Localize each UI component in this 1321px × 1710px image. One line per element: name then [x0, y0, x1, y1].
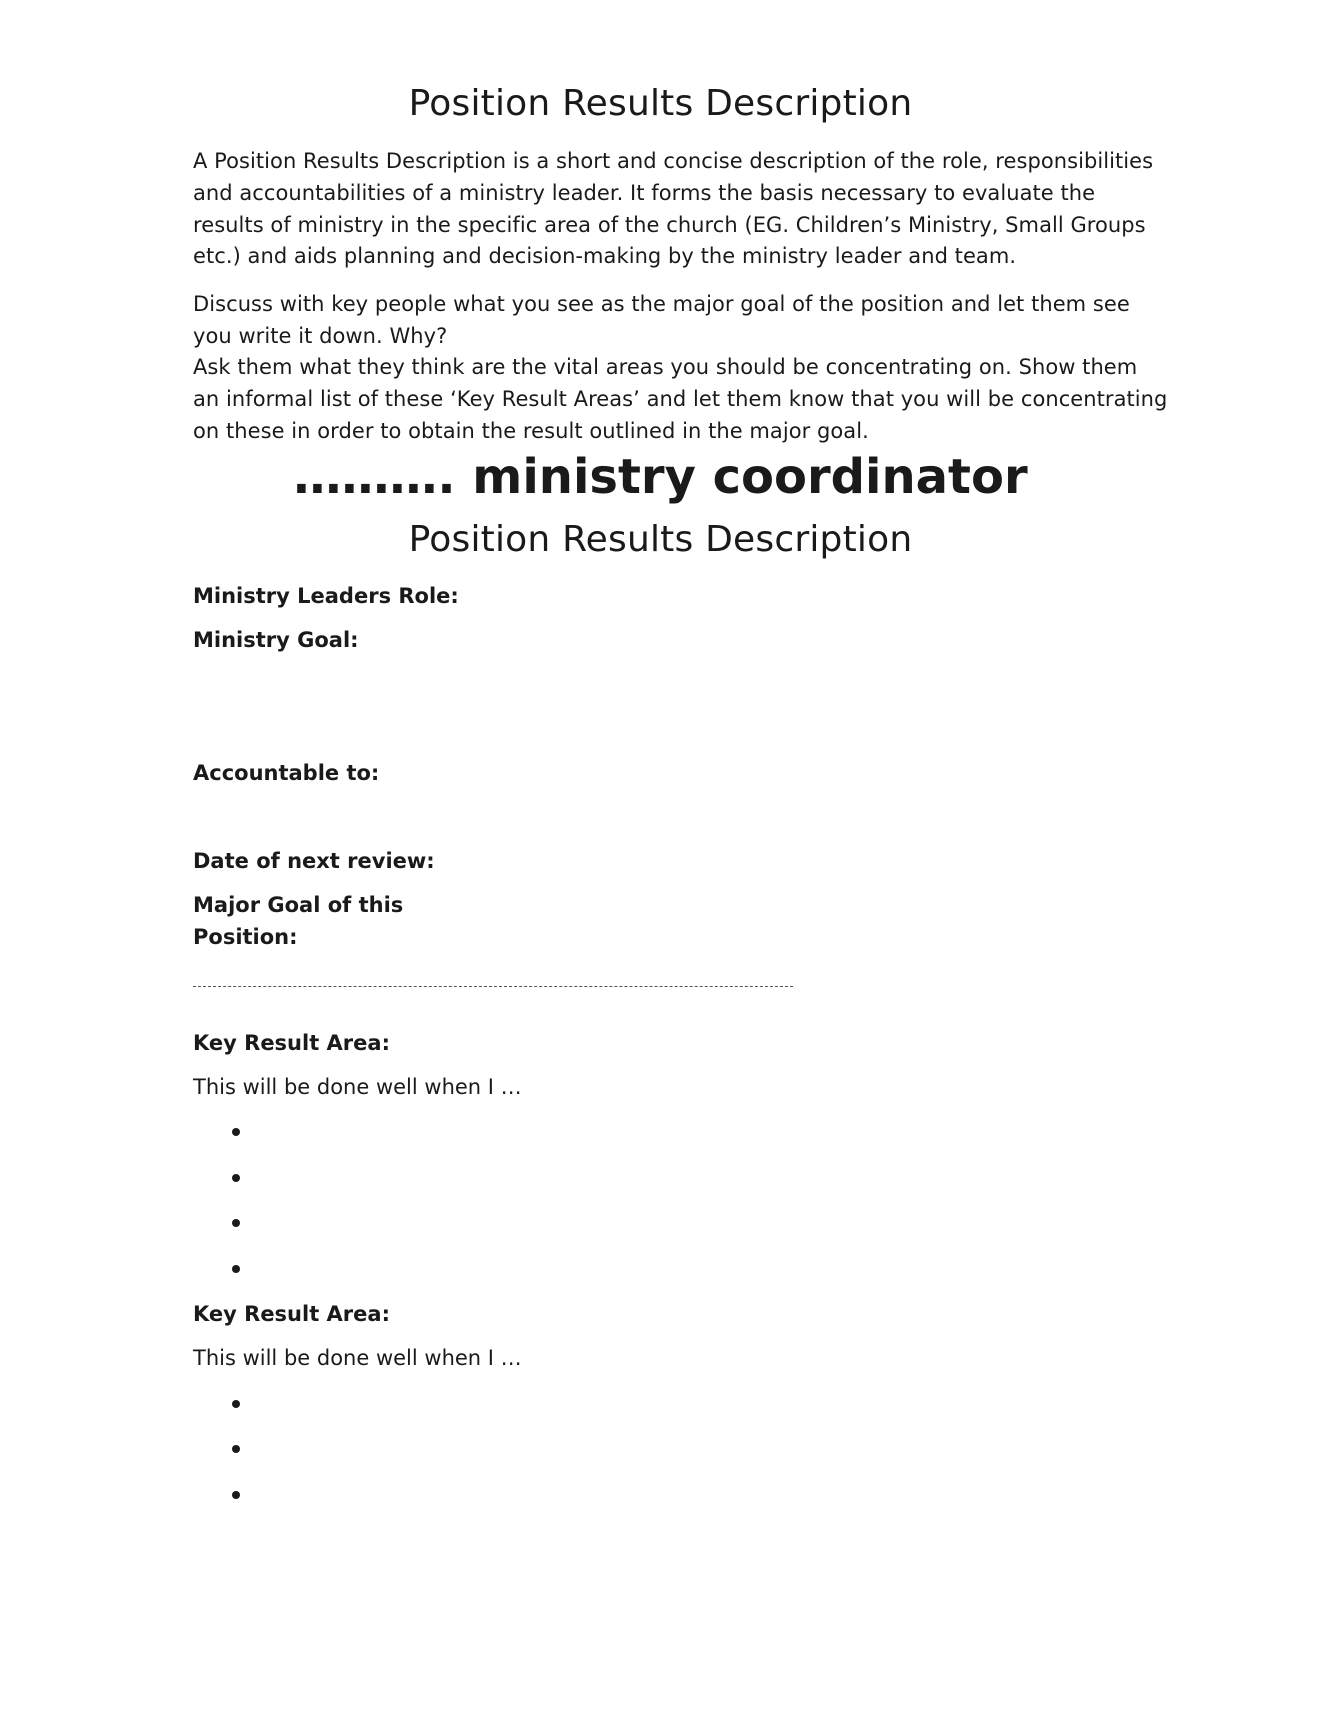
date-of-next-review-label: Date of next review:: [193, 849, 435, 873]
page-title: Position Results Description: [408, 83, 913, 124]
form-heading: ………. ministry coordinator: [293, 449, 1028, 505]
key-result-area-label-1: Key Result Area:: [193, 1031, 390, 1055]
bullet-point: [232, 1265, 240, 1273]
bullet-point: [232, 1174, 240, 1182]
intro-paragraph-1: A Position Results Description is a short and concise description of the role, responsibilities and accountabilities of a ministry leader. It forms the basis necessary to evaluate the results of ministry in the specific area of the church (EG. Children’s Ministry, Small Groups etc.) and aids planning and decision-making by the ministry leader and team.: [193, 149, 1154, 269]
intro-paragraph-3: Ask them what they think are the vital areas you should be concentrating on. Show them an informal list of these ‘Key Result Areas’ and let them know that you will be concentrating on these in order to obtain the result outlined in the major goal.: [193, 355, 1168, 443]
ministry-leaders-role-label: Ministry Leaders Role:: [193, 584, 459, 608]
dashed-divider: [193, 986, 793, 987]
done-well-prompt-2: This will be done well when I …: [193, 1346, 522, 1370]
intro-paragraph-2: Discuss with key people what you see as the major goal of the position and let them see you write it down. Why?: [193, 292, 1130, 348]
accountable-to-label: Accountable to:: [193, 761, 380, 785]
form-subheading: Position Results Description: [408, 519, 913, 560]
bullet-point: [232, 1491, 240, 1499]
bullet-point: [232, 1128, 240, 1136]
done-well-prompt-1: This will be done well when I …: [193, 1075, 522, 1099]
bullet-point: [232, 1445, 240, 1453]
bullet-point: [232, 1400, 240, 1408]
major-goal-label: Major Goal of this Position:: [193, 893, 404, 949]
bullet-point: [232, 1219, 240, 1227]
ministry-goal-label: Ministry Goal:: [193, 628, 359, 652]
key-result-area-label-2: Key Result Area:: [193, 1302, 390, 1326]
